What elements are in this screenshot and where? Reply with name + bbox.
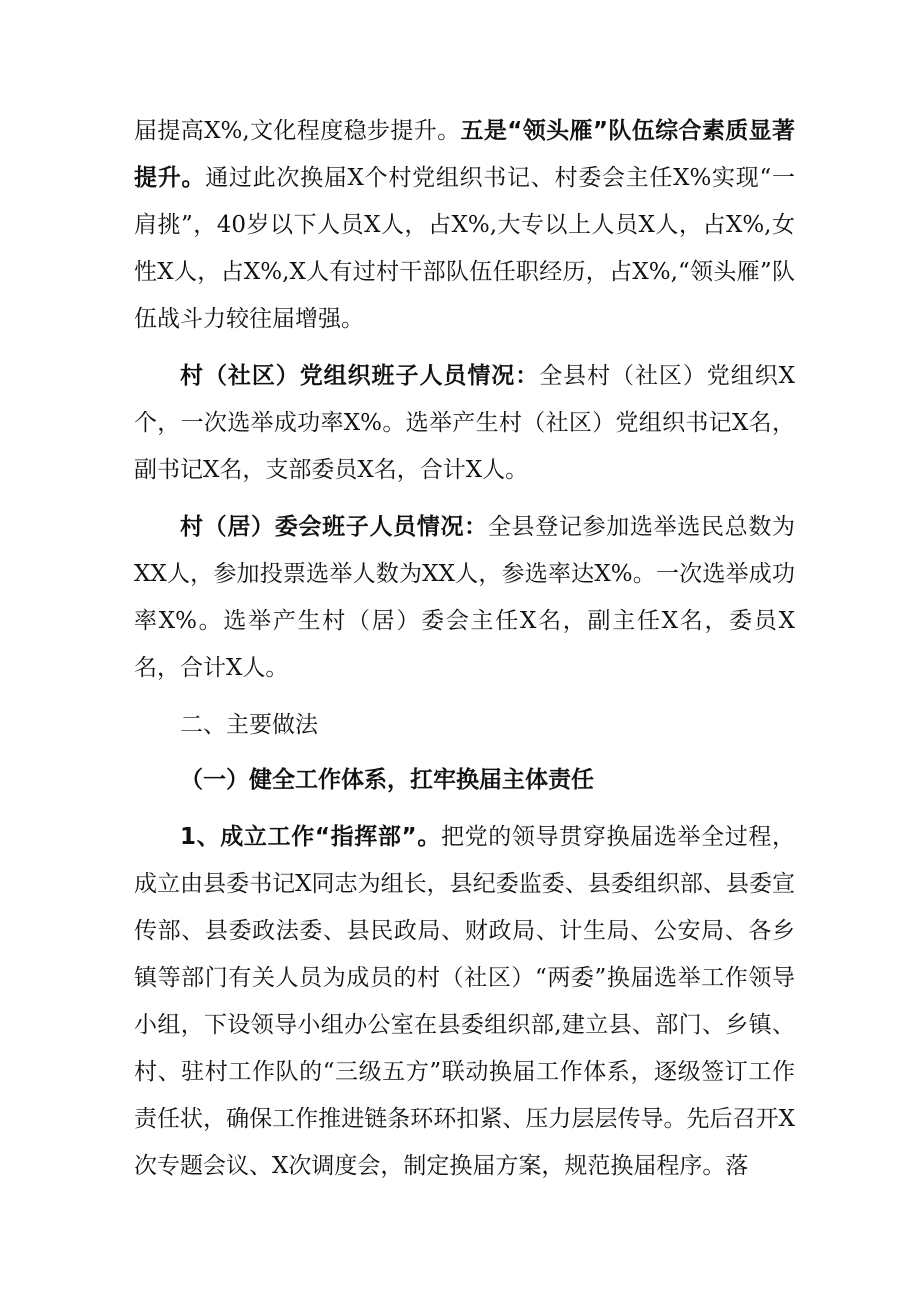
section-heading: 二、主要做法: [180, 712, 318, 738]
paragraph-1-lead: 届提高X%,文化程度稳步提升。: [134, 118, 461, 144]
paragraph-2-rest: 全县村（社区）党组织X个，一次选举成功率X%。选举产生村（社区）党组织书记X名，副书记X名，支部委员X名，合计X人。: [134, 363, 796, 483]
paragraph-3-bold: 村（居）委会班子人员情况：: [180, 514, 488, 540]
paragraph-3: [134, 504, 795, 692]
paragraph-4-rest: 把党的领导贯穿换届选举全过程，成立由县委书记X同志为组长，县纪委监委、县委组织部、县委宣传部、县委政法委、县民政局、财政局、计生局、公安局、各乡镇等部门有关人员为成员的村（社区）“两委”换届选举工作领导小组，下设领导小组办公室在县委组织部,建立县、部门、乡镇、村、驻村工作队的“三级五方”联动换届工作体系，逐级签订工作责任状，确保工作推进链条环环扣紧、压力层层传导。先后召开X次专题会议、X次调度会，制定换届方案，规范换届程序。落: [134, 824, 795, 1179]
paragraph-2: [134, 353, 795, 494]
paragraph-3-rest: 全县登记参加选举选民总数为XX人，参加投票选举人数为XX人，参选率达X%。一次选举成功率X%。选举产生村（居）委会主任X名，副主任X名，委员X名，合计X人。: [134, 514, 796, 681]
sub-heading: （一）健全工作体系，扛牢换届主体责任: [180, 767, 594, 793]
paragraph-2-bold: 村（社区）党组织班子人员情况：: [180, 363, 540, 389]
paragraph-4-bold: 1、成立工作“指挥部”。: [180, 824, 441, 850]
paragraph-1-bold: 五是“领头雁”队伍综合素质显著提升。: [134, 118, 795, 191]
paragraph-1: [134, 108, 795, 343]
paragraph-1-rest: 通过此次换届X个村党组织书记、村委会主任X%实现“一肩挑”，40岁以下人员X人，占X%,大专以上人员X人，占X%,女性X人，占X%,X人有过村干部队伍任职经历，占X%,“领头雁”队伍战斗力较往届增强。: [134, 165, 795, 332]
paragraph-4: [134, 814, 795, 1190]
